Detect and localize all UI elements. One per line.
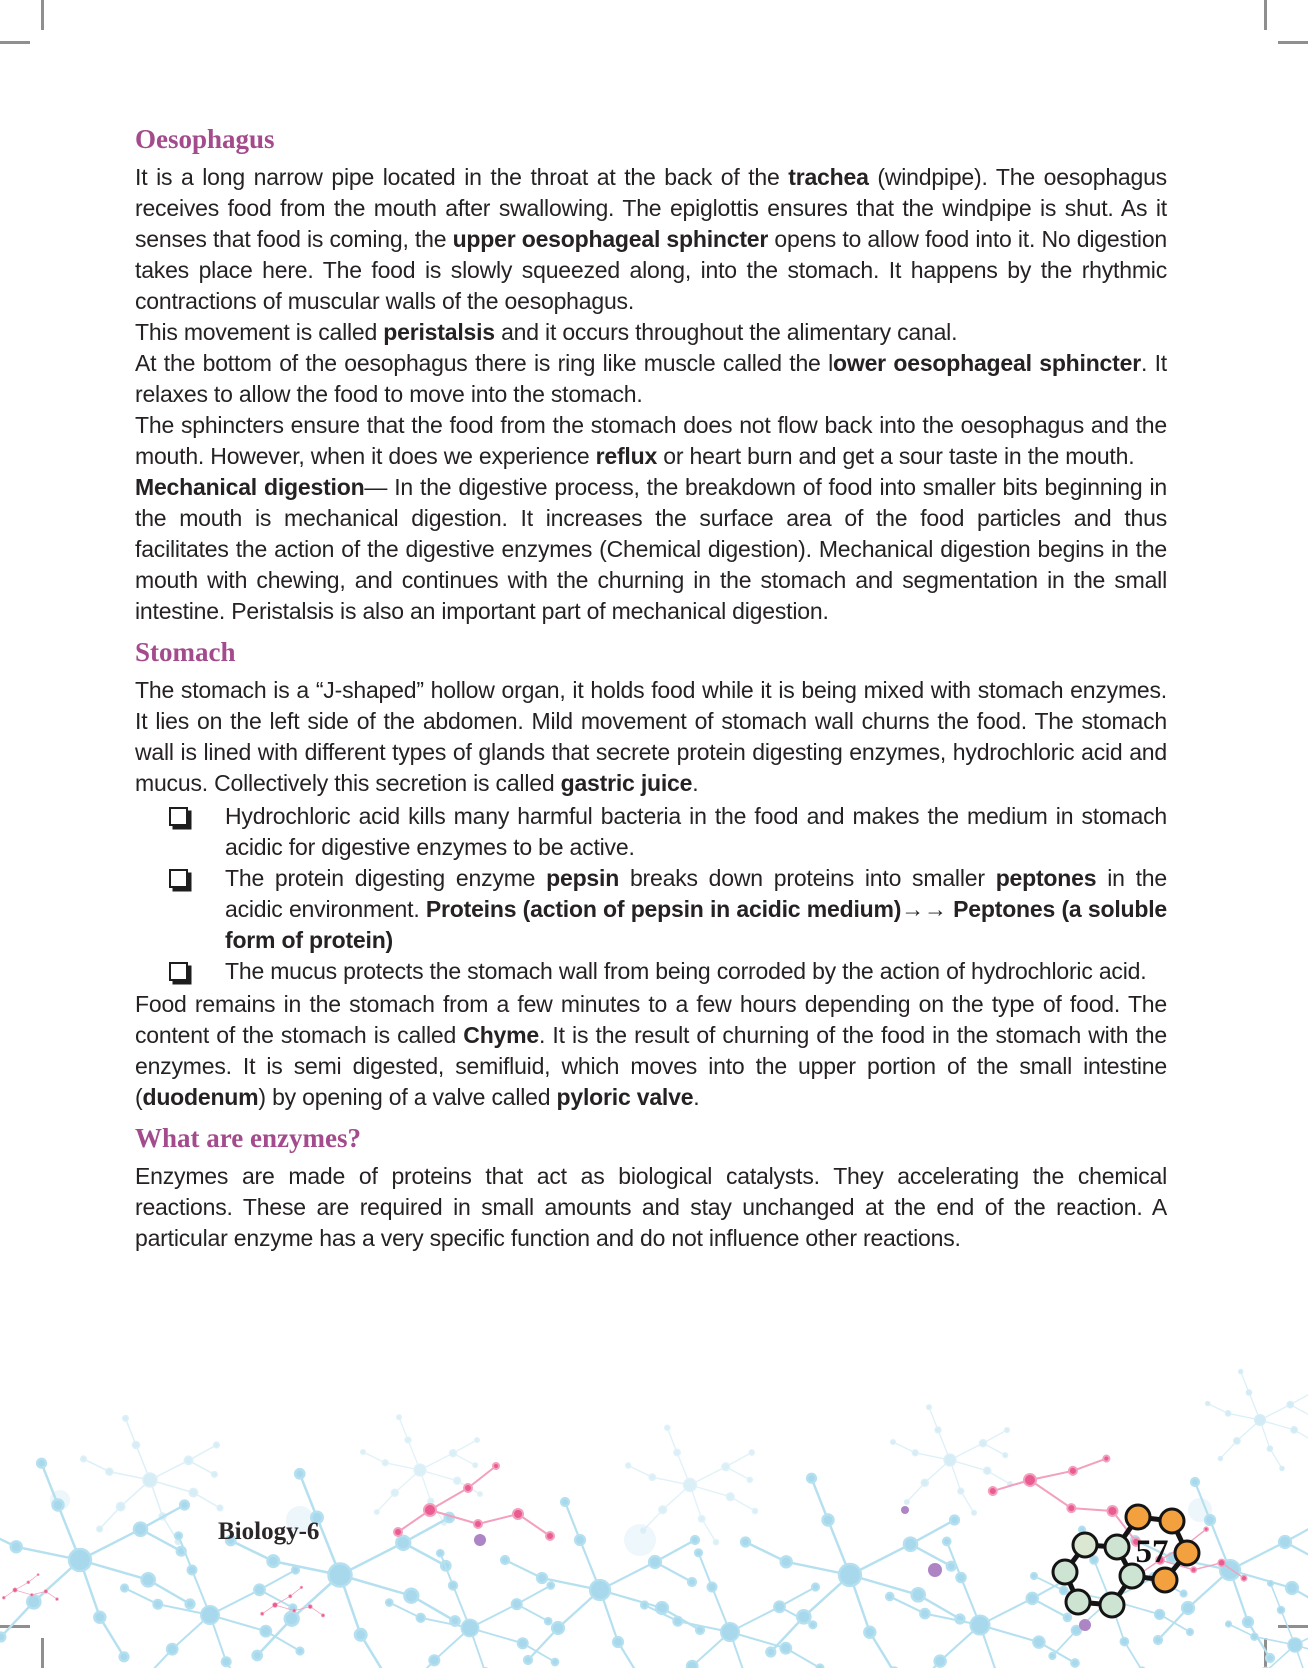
square-bullet-icon <box>169 807 188 826</box>
square-bullet-icon <box>169 869 188 888</box>
paragraph-chyme: Food remains in the stomach from a few minutes to a few hours depending on the type of food. The content of the stomach is called Chyme. It is the result of churning of the food in the stomach with the enzymes. It is semi digested, semifluid, which moves into the upper portion of the small intestine (duodenum) by opening of a valve called pyloric valve. <box>135 991 1167 1110</box>
paragraph-reflux: The sphincters ensure that the food from the stomach does not flow back into the oesophagus and the mouth. However, when it does we experience reflux or heart burn and get a sour taste in the mouth. <box>135 412 1167 469</box>
square-bullet-icon <box>169 962 188 981</box>
bullet-item-mucus <box>135 956 1167 987</box>
section-heading-oesophagus: Oesophagus <box>135 124 275 154</box>
paragraph-oesophagus-intro: It is a long narrow pipe located in the throat at the back of the trachea (windpipe). The oesophagus receives food from the mouth after swallowing. The epiglottis ensures that the windpipe is shut. As it senses that food is coming, the upper oesophageal sphincter opens to allow food into it. No digestion takes place here. The food is slowly squeezed along, into the stomach. It happens by the rhythmic contractions of muscular walls of the oesophagus. <box>135 164 1168 314</box>
crop-mark-top-right-h <box>1278 41 1308 44</box>
paragraph-enzymes: Enzymes are made of proteins that act as biological catalysts. They accelerating the chemical reactions. These are required in small amounts and stay unchanged at the end of the reaction. A particular enzyme has a very specific function and do not influence other reactions. <box>135 1163 1167 1251</box>
paragraph-mechanical-digestion: Mechanical digestion— In the digestive process, the breakdown of food into smaller bits beginning in the mouth is mechanical digestion. It increases the surface area of the food particles and thus facilitates the action of the digestive enzymes (Chemical digestion). Mechanical digestion begins in the mouth with chewing, and continues with the churning in the stomach and segmentation in the small intestine. Peristalsis is also an important part of mechanical digestion. <box>135 474 1167 624</box>
book-title-footer: Biology-6 <box>218 1518 320 1545</box>
section-heading-enzymes: What are enzymes? <box>135 1123 361 1153</box>
paragraph-peristalsis: This movement is called peristalsis and it occurs throughout the alimentary canal. <box>135 319 958 345</box>
bullet-text: The protein digesting enzyme pepsin breaks down proteins into smaller peptones in the acidic environment. Proteins (action of pepsin in acidic medium)→→ Peptones (a soluble form of protein) <box>225 865 1167 953</box>
page-number-molecule-icon <box>1030 1428 1210 1628</box>
paragraph-stomach-intro: The stomach is a “J-shaped” hollow organ, it holds food while it is being mixed with stomach enzymes. It lies on the left side of the abdomen. Mild movement of stomach wall churns the food. The stomach wall is lined with different types of glands that secrete protein digesting enzymes, hydrochloric acid and mucus. Collectively this secretion is called gastric juice. <box>135 677 1167 796</box>
bullet-item-pepsin <box>135 863 1167 956</box>
crop-mark-top-left-v <box>41 0 44 30</box>
stomach-bullet-list <box>135 801 1167 987</box>
page-number: 57 <box>1135 1534 1169 1570</box>
bullet-item-hydrochloric-acid <box>135 801 1167 863</box>
crop-mark-top-right-v <box>1264 0 1267 30</box>
section-heading-stomach: Stomach <box>135 637 236 667</box>
crop-mark-top-left-h <box>0 41 30 44</box>
paragraph-lower-sphincter: At the bottom of the oesophagus there is ring like muscle called the lower oesophageal sphincter. It relaxes to allow the food to move into the stomach. <box>135 350 1167 407</box>
main-text-column <box>135 124 1167 1254</box>
bullet-text: Hydrochloric acid kills many harmful bacteria in the food and makes the medium in stomach acidic for digestive enzymes to be active. <box>225 803 1167 860</box>
bullet-text: The mucus protects the stomach wall from being corroded by the action of hydrochloric acid. <box>225 958 1147 984</box>
